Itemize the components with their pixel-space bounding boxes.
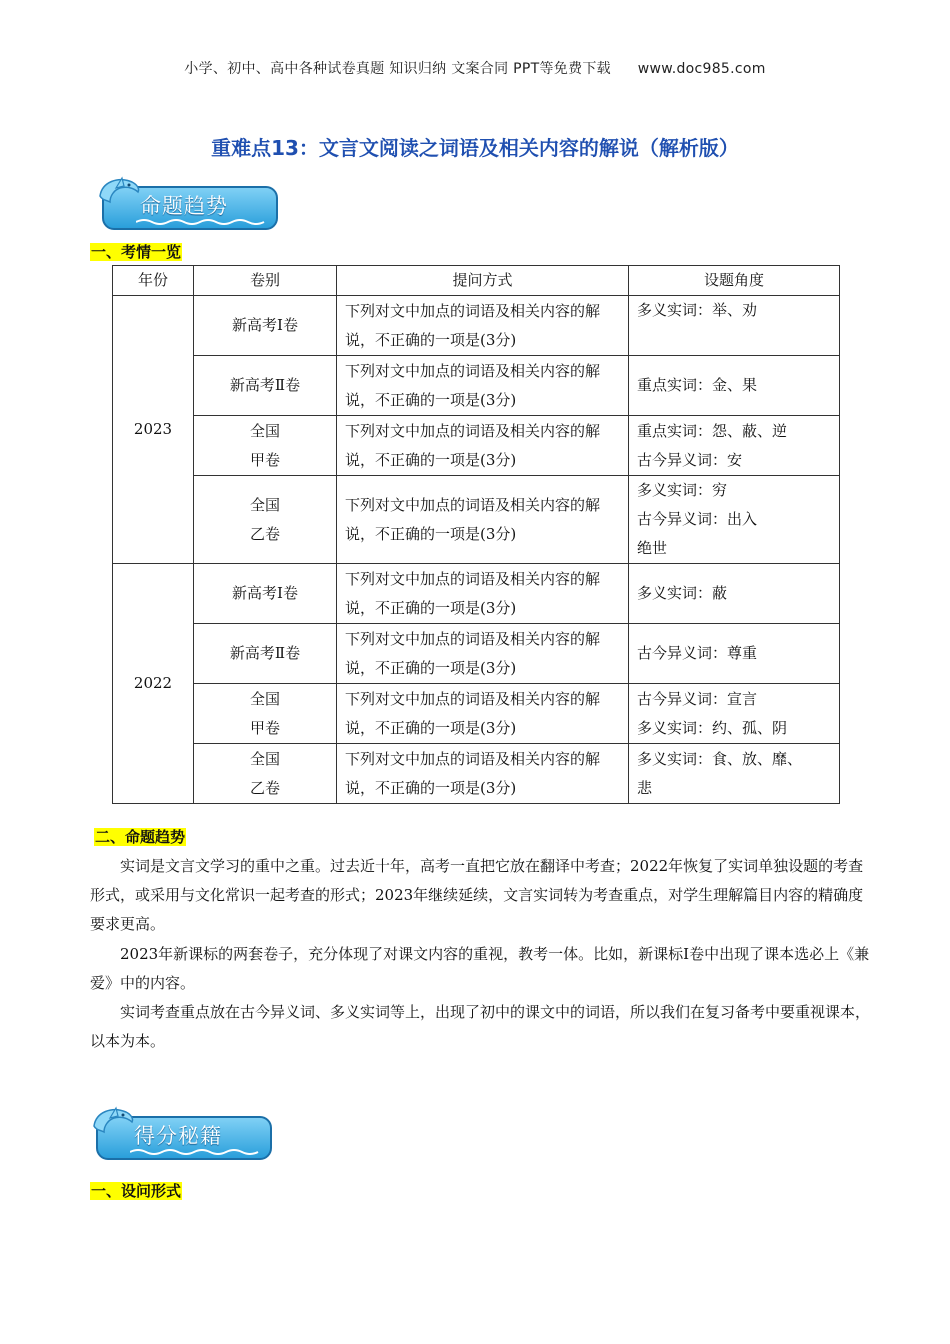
year-cell: 2022 bbox=[113, 564, 194, 804]
paper-line: 乙卷 bbox=[249, 524, 280, 543]
angle-line: 古今异义词：出入 bbox=[637, 510, 758, 528]
paper-line: 全国 bbox=[249, 689, 280, 708]
angle-line: 多义实词：穷 bbox=[637, 481, 728, 499]
paper-cell bbox=[194, 416, 337, 476]
angle-cell bbox=[629, 476, 840, 564]
table-row bbox=[113, 564, 840, 624]
question-cell: 下列对文中加点的词语及相关内容的解说，不正确的一项是(3分) bbox=[337, 416, 629, 476]
dolphin-icon bbox=[90, 1104, 138, 1144]
paper-cell bbox=[194, 684, 337, 744]
column-header: 年份 bbox=[113, 266, 194, 296]
header-text: 小学、初中、高中各种试卷真题 知识归纳 文案合同 PPT等免费下载 bbox=[184, 61, 611, 77]
angle-line: 悲 bbox=[637, 778, 653, 797]
banner-label: 得分秘籍 bbox=[134, 1124, 222, 1148]
table-row bbox=[113, 476, 840, 564]
question-cell: 下列对文中加点的词语及相关内容的解说，不正确的一项是(3分) bbox=[337, 296, 629, 356]
table-row bbox=[113, 416, 840, 476]
paper-cell: 新高考Ⅰ卷 bbox=[194, 296, 337, 356]
angle-cell: 多义实词：蔽 bbox=[629, 564, 840, 624]
question-cell: 下列对文中加点的词语及相关内容的解说，不正确的一项是(3分) bbox=[337, 624, 629, 684]
table-row bbox=[113, 744, 840, 804]
paper-cell: 新高考Ⅰ卷 bbox=[194, 564, 337, 624]
paragraph: 实词考查重点放在古今异义词、多义实词等上，出现了初中的课文中的词语，所以我们在复习备考中要重视课本，以本为本。 bbox=[90, 1003, 871, 1050]
angle-line: 多义实词：食、放、靡、 bbox=[637, 749, 803, 768]
table-row bbox=[113, 684, 840, 744]
angle-line: 古今异义词：安 bbox=[637, 450, 743, 469]
dolphin-icon bbox=[96, 174, 144, 214]
angle-line: 重点实词：怨、蔽、逆 bbox=[637, 421, 788, 440]
section-heading-trend: 二、命题趋势 bbox=[95, 828, 186, 846]
wave-decoration bbox=[130, 1148, 260, 1156]
column-header: 设题角度 bbox=[629, 266, 840, 296]
paper-line: 甲卷 bbox=[249, 450, 280, 469]
exam-overview-table bbox=[112, 265, 840, 804]
section-heading-question-form: 一、设问形式 bbox=[91, 1182, 182, 1200]
banner-trend bbox=[96, 174, 281, 234]
paper-cell: 新高考Ⅱ卷 bbox=[194, 356, 337, 416]
paper-line: 全国 bbox=[249, 495, 280, 514]
paragraph: 2023年新课标的两套卷子，充分体现了对课文内容的重视，教考一体。比如，新课标I卷中出现了课本选必上《兼爱》中的内容。 bbox=[90, 945, 870, 992]
question-cell: 下列对文中加点的词语及相关内容的解说，不正确的一项是(3分) bbox=[337, 356, 629, 416]
banner-label: 命题趋势 bbox=[140, 194, 228, 218]
angle-cell bbox=[629, 744, 840, 804]
angle-line: 多义实词：约、孤、阴 bbox=[637, 718, 788, 737]
angle-cell bbox=[629, 416, 840, 476]
paper-cell bbox=[194, 476, 337, 564]
angle-line: 绝世 bbox=[637, 539, 668, 557]
table-row bbox=[113, 356, 840, 416]
table-header-row bbox=[113, 266, 840, 296]
paper-line: 全国 bbox=[249, 421, 280, 440]
question-cell: 下列对文中加点的词语及相关内容的解说，不正确的一项是(3分) bbox=[337, 564, 629, 624]
paragraph: 实词是文言文学习的重中之重。过去近十年，高考一直把它放在翻译中考查；2022年恢复了实词单独设题的考查形式，或采用与文化常识一起考查的形式；2023年继续延续，文言实词转为考查重点，对学生理解篇目内容的精确度要求更高。 bbox=[90, 857, 864, 933]
angle-line: 古今异义词：宣言 bbox=[637, 689, 758, 708]
year-cell: 2023 bbox=[113, 296, 194, 564]
column-header: 提问方式 bbox=[337, 266, 629, 296]
angle-cell: 重点实词：金、果 bbox=[629, 356, 840, 416]
angle-cell bbox=[629, 684, 840, 744]
question-cell: 下列对文中加点的词语及相关内容的解说，不正确的一项是(3分) bbox=[337, 744, 629, 804]
paper-cell: 新高考Ⅱ卷 bbox=[194, 624, 337, 684]
angle-cell: 多义实词：举、劝 bbox=[629, 296, 840, 356]
angle-cell: 古今异义词：尊重 bbox=[629, 624, 840, 684]
paper-line: 乙卷 bbox=[249, 778, 280, 797]
question-cell: 下列对文中加点的词语及相关内容的解说，不正确的一项是(3分) bbox=[337, 684, 629, 744]
paper-cell bbox=[194, 744, 337, 804]
column-header: 卷别 bbox=[194, 266, 337, 296]
banner-tips bbox=[90, 1104, 275, 1164]
section-heading-overview: 一、考情一览 bbox=[91, 243, 182, 261]
page-header bbox=[0, 58, 950, 78]
table-row bbox=[113, 296, 840, 356]
paper-line: 全国 bbox=[249, 749, 280, 768]
header-url[interactable]: www.doc985.com bbox=[637, 61, 766, 77]
page-title: 重难点13：文言文阅读之词语及相关内容的解说（解析版） bbox=[211, 136, 739, 160]
table-row bbox=[113, 624, 840, 684]
paper-line: 甲卷 bbox=[249, 718, 280, 737]
question-cell: 下列对文中加点的词语及相关内容的解说，不正确的一项是(3分) bbox=[337, 476, 629, 564]
wave-decoration bbox=[136, 218, 266, 226]
